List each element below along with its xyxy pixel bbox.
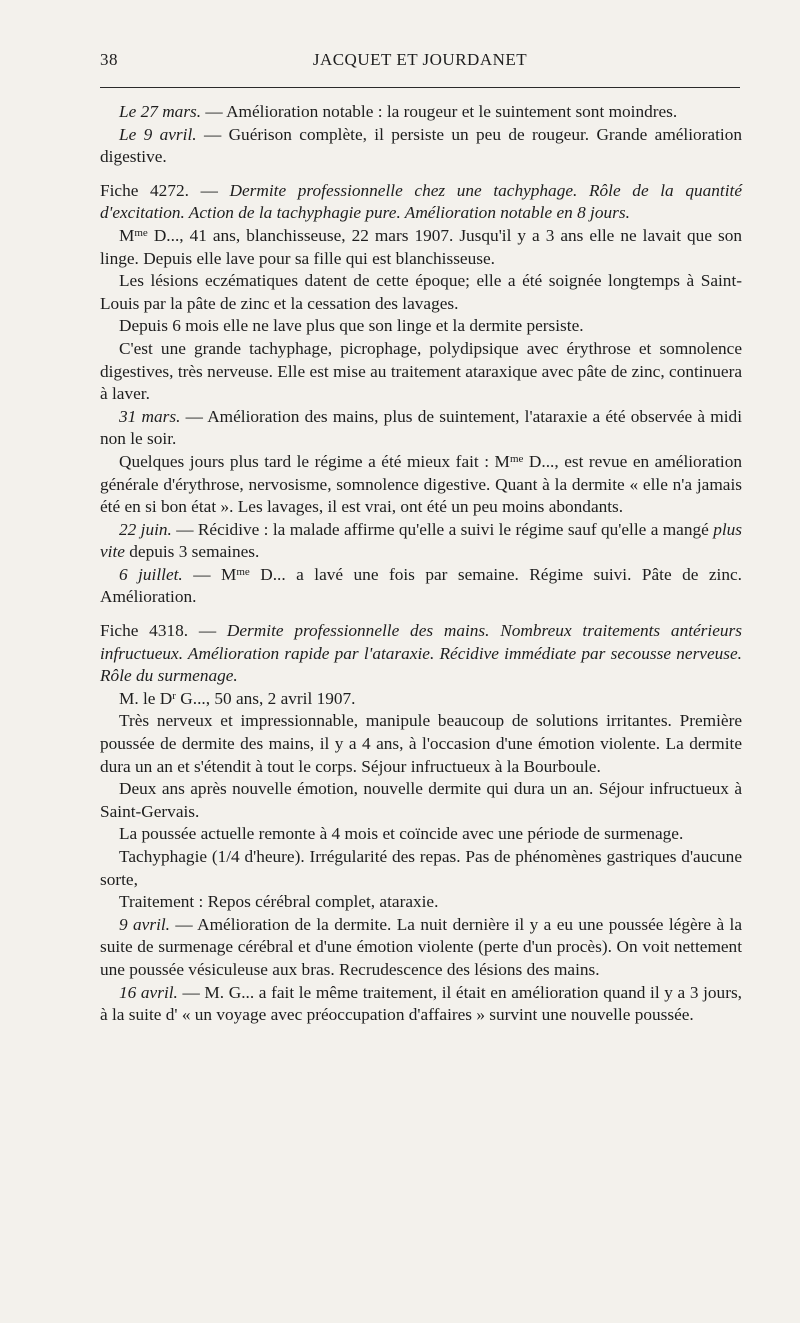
running-head bbox=[100, 50, 740, 76]
header-rule bbox=[100, 87, 740, 88]
entry-27-mars: Le 27 mars. — Amélioration notable : la rougeur et le suintement sont moindres. bbox=[119, 102, 678, 121]
entry-date: 6 juillet. bbox=[119, 564, 183, 584]
paragraph: Depuis 6 mois elle ne lave plus que son linge et la dermite persiste. bbox=[119, 316, 584, 336]
fiche-4318-heading bbox=[100, 620, 742, 688]
entry-16-avril: 16 avril. — M. G... a fait le même traitement, il était en amélioration quand il y a 3 jours, à la suite d' « un voyage avec préoccupation d'affaires » survint une nouvelle poussée. bbox=[100, 982, 742, 1025]
entry-date: 31 mars. bbox=[119, 406, 181, 426]
paragraph: C'est une grande tachyphage, picrophage, polydipsique avec érythrose et somnolence digestives, très nerveuse. Elle est mise au traitement ataraxique avec pâte de zinc, continuera à laver. bbox=[100, 338, 742, 404]
paragraph: Quelques jours plus tard le régime a été mieux fait : $M^{me}$ D..., est revue en amélioration générale d'érythrose, nervosisme, somnolence digestive. Quant à la dermite « elle n'a jamais été en si bon état ». Les lavages, il est vrai, ont été un peu moins abondants. bbox=[100, 451, 742, 517]
entry-6-juillet: 6 juillet. — $M^{me}$ D... a lavé une fois par semaine. Régime suivi. Pâte de zinc. Amélioration. bbox=[100, 564, 742, 607]
entry-22-juin: 22 juin. — Récidive : la malade affirme qu'elle a suivi le régime sauf qu'elle a mangé plus vite depuis 3 semaines. bbox=[100, 519, 742, 562]
entry-date: 16 avril. bbox=[119, 982, 178, 1002]
entry-date: 22 juin. bbox=[119, 519, 172, 539]
paragraph: Tachyphagie (1/4 d'heure). Irrégularité des repas. Pas de phénomènes gastriques d'aucune sorte, bbox=[100, 847, 742, 889]
fiche-label: Fiche 4318. — bbox=[100, 621, 227, 641]
page-body bbox=[100, 101, 742, 1027]
entry-date: 9 avril. bbox=[119, 914, 170, 934]
entry-31-mars: 31 mars. — Amélioration des mains, plus de suintement, l'ataraxie a été observée à midi non le soir. bbox=[100, 406, 742, 449]
patient-intro: $M^{me}$ D..., 41 ans, blanchisseuse, 22 mars 1907. Jusqu'il y a 3 ans elle ne lavait que son linge. Depuis elle lave pour sa fille qui est blanchisseuse. bbox=[100, 225, 742, 268]
entry-9-avril: Le 9 avril. — Guérison complète, il persiste un peu de rougeur. Grande amélioration digestive. bbox=[100, 124, 742, 167]
paragraph: Deux ans après nouvelle émotion, nouvelle dermite qui dura un an. Séjour infructueux à Saint-Gervais. bbox=[100, 779, 742, 821]
fiche-title: Dermite professionnelle des mains. Nombreux traitements antérieurs infructueux. Amélioration rapide par l'ataraxie. Récidive immédiate par secousse nerveuse. Rôle du surmenage. bbox=[100, 621, 742, 686]
paragraph: Traitement : Repos cérébral complet, ataraxie. bbox=[119, 892, 439, 912]
page-number: 38 bbox=[100, 50, 118, 69]
fiche-title: Dermite professionnelle chez une tachyphage. Rôle de la quantité d'excitation. Action de la tachyphagie pure. Amélioration notable en 8 jours. bbox=[100, 180, 742, 223]
entry-date: Le 27 mars. bbox=[119, 102, 202, 121]
fiche-label: Fiche 4272. — bbox=[100, 180, 230, 200]
entry-9-avril: 9 avril. — Amélioration de la dermite. La nuit dernière il y a eu une poussée légère à la suite de surmenage cérébral et d'une émotion violente (perte d'un procès). On voit nettement une poussée vésiculeuse aux bras. Recrudescence des lésions des mains. bbox=[100, 914, 742, 979]
running-title: JACQUET ET JOURDANET bbox=[312, 50, 528, 69]
paragraph: Les lésions eczématiques datent de cette époque; elle a été soignée longtemps à Saint-Louis par la pâte de zinc et la cessation des lavages. bbox=[100, 271, 742, 313]
fiche-4272-heading bbox=[100, 180, 742, 225]
entry-date: Le 9 avril. bbox=[119, 124, 197, 144]
patient-intro: M. le $D^r$ G..., 50 ans, 2 avril 1907. bbox=[119, 688, 356, 708]
paragraph: La poussée actuelle remonte à 4 mois et coïncide avec une période de surmenage. bbox=[119, 824, 684, 844]
paragraph: Très nerveux et impressionnable, manipule beaucoup de solutions irritantes. Première poussée de dermite des mains, il y a 4 ans, à l'occasion d'une émotion violente. La dermite dura un an et s'étendit à tout le corps. Séjour infructueux à la Bourboule. bbox=[100, 711, 742, 776]
